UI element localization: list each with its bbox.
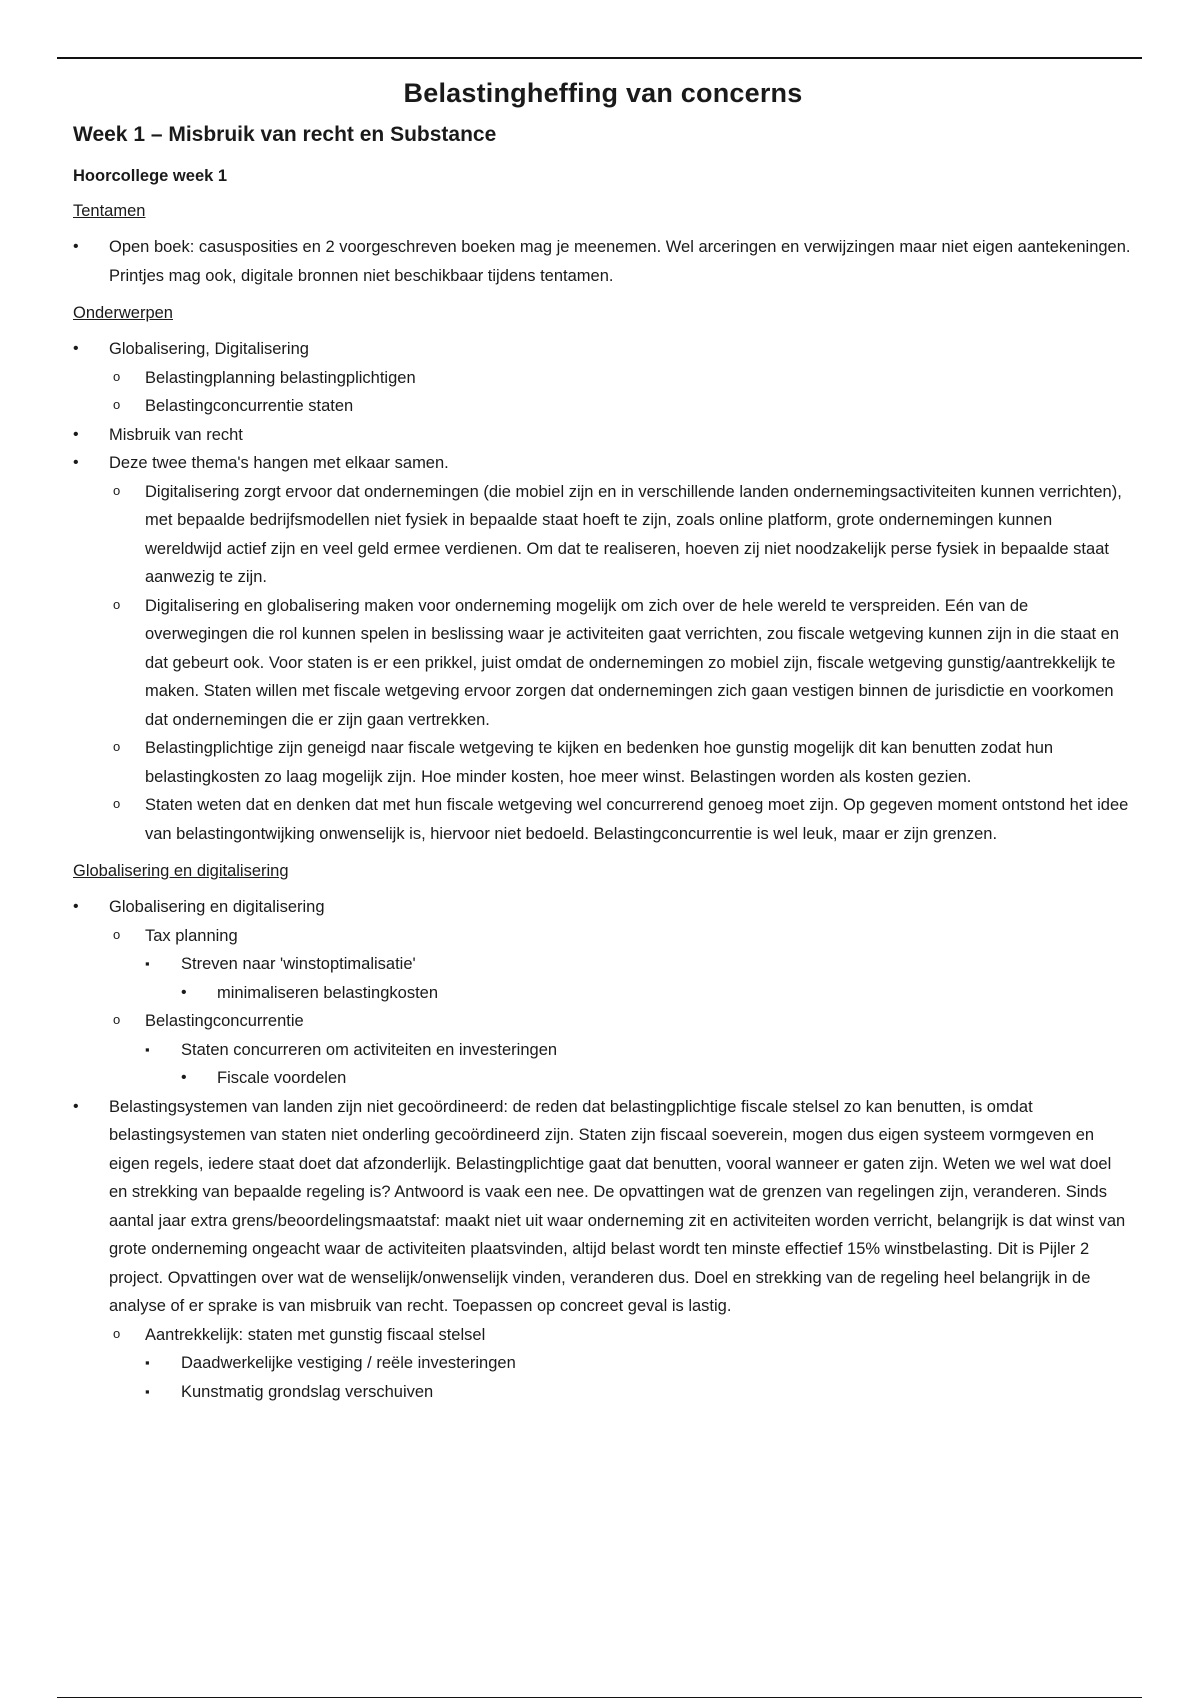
list-item: o Belastingconcurrentie <box>109 1007 1133 1036</box>
list-item: o Aantrekkelijk: staten met gunstig fiscaal stelsel <box>109 1321 1133 1350</box>
week-heading: Week 1 – Misbruik van recht en Substance <box>73 123 497 146</box>
globalisering-sublist-4 <box>109 1007 1133 1036</box>
list-item: ▪ Kunstmatig grondslag verschuiven <box>145 1378 1133 1407</box>
list-item: o Staten weten dat en denken dat met hun fiscale wetgeving wel concurrerend genoeg moet zijn. Op gegeven moment ontstond het idee van belastingontwijking onwenselijk is, hiervoor niet bedoeld. Belastingconcurrentie is wel leuk, maar er zijn grenzen. <box>109 791 1133 848</box>
list-item: • Misbruik van recht <box>73 421 1133 450</box>
onderwerpen-list <box>73 335 1133 364</box>
list-item-text: Globalisering, Digitalisering <box>109 340 309 358</box>
list-item: • minimaliseren belastingkosten <box>181 979 1133 1008</box>
list-item: • Open boek: casusposities en 2 voorgeschreven boeken mag je meenemen. Wel arceringen en verwijzingen maar niet eigen aantekeningen. Printjes mag ook, digitale bronnen niet beschikbaar tijdens tentamen. <box>73 233 1133 290</box>
list-item: o Digitalisering zorgt ervoor dat ondernemingen (die mobiel zijn en in verschillende landen ondernemingsactiviteiten kunnen verrichten), met bepaalde bedrijfsmodellen niet fysiek in bepaalde staat hoeft te zijn, zoals online platform, grote ondernemingen kunnen wereldwijd actief zijn en veel geld ermee verdienen. Om dat te realiseren, hoeven zij niet noodzakelijk perse fysiek in bepaalde staat aanwezig te zijn. <box>109 478 1133 592</box>
globalisering-sublist-6 <box>181 1064 1133 1093</box>
bottom-rule <box>57 1697 1142 1698</box>
document-title: Belastingheffing van concerns <box>403 78 803 108</box>
list-item: o Tax planning <box>109 922 1133 951</box>
globalisering-sublist-2 <box>145 950 1133 979</box>
section-heading-tentamen: Tentamen <box>73 202 146 220</box>
globalisering-sublist-5 <box>145 1036 1133 1065</box>
top-rule <box>57 57 1142 59</box>
globalisering-sublist-3 <box>181 979 1133 1008</box>
list-item <box>73 335 1133 364</box>
list-item: ▪ Daadwerkelijke vestiging / reële investeringen <box>145 1349 1133 1378</box>
list-item: o Belastingplichtige zijn geneigd naar fiscale wetgeving te kijken en bedenken hoe gunstig mogelijk dit kan benutten zodat hun belastingkosten zo laag mogelijk zijn. Hoe minder kosten, hoe meer winst. Belastingen worden als kosten gezien. <box>109 734 1133 791</box>
list-item: ▪ Streven naar 'winstoptimalisatie' <box>145 950 1133 979</box>
globalisering-list <box>73 893 1133 922</box>
document-body <box>73 72 1133 1406</box>
list-item: ▪ Staten concurreren om activiteiten en investeringen <box>145 1036 1133 1065</box>
list-item: o Belastingconcurrentie staten <box>109 392 1133 421</box>
list-item: • Deze twee thema's hangen met elkaar samen. <box>73 449 1133 478</box>
onderwerpen-list-cont <box>73 421 1133 478</box>
lecture-heading: Hoorcollege week 1 <box>73 167 228 185</box>
list-item: • Fiscale voordelen <box>181 1064 1133 1093</box>
section-heading-onderwerpen: Onderwerpen <box>73 304 173 322</box>
globalisering-sublist-8 <box>145 1349 1133 1406</box>
globalisering-sublist-7 <box>109 1321 1133 1350</box>
globalisering-list-cont <box>73 1093 1133 1321</box>
globalisering-sublist-1 <box>109 922 1133 951</box>
list-item: o Belastingplanning belastingplichtigen <box>109 364 1133 393</box>
section-heading-globalisering: Globalisering en digitalisering <box>73 862 289 880</box>
list-item: o Digitalisering en globalisering maken voor onderneming mogelijk om zich over de hele wereld te verspreiden. Eén van de overwegingen die rol kunnen spelen in beslissing waar je activiteiten gaat verrichten, zou fiscale wetgeving kunnen zijn in die staat en dat gebeurt ook. Voor staten is er een prikkel, juist omdat de ondernemingen zo mobiel zijn, fiscale wetgeving gunstig/aantrekkelijk te maken. Staten willen met fiscale wetgeving ervoor zorgen dat ondernemingen zich gaan vestigen binnen de jurisdictie en voorkomen dat ondernemingen die er zijn gaan vertrekken. <box>109 592 1133 735</box>
tentamen-list <box>73 233 1133 290</box>
list-item: • Belastingsystemen van landen zijn niet gecoördineerd: de reden dat belastingplichtige fiscale stelsel zo kan benutten, is omdat belastingsystemen van staten niet onderling gecoördineerd zijn. Staten zijn fiscaal soeverein, mogen dus eigen systeem vormgeven en eigen regels, iedere staat doet dat afzonderlijk. Belastingplichtige gaat dat benutten, vooral wanneer er gaten zijn. Weten we wel wat doel en strekking van bepaalde regeling is? Antwoord is vaak een nee. De opvattingen wat de grenzen van regelingen zijn, veranderen. Sinds aantal jaar extra grens/beoordelingsmaatstaf: maakt niet uit waar onderneming zit en activiteiten worden verricht, belangrijk is dat winst van grote onderneming ongeacht waar de activiteiten plaatsvinden, altijd belast wordt ten minste effectief 15% winstbelasting. Dit is Pijler 2 project. Opvattingen over wat de wenselijk/onwenselijk vinden, veranderen dus. Doel en strekking van de regeling heel belangrijk in de analyse of er sprake is van misbruik van recht. Toepassen op concreet geval is lastig. <box>73 1093 1133 1321</box>
onderwerpen-sublist-1 <box>109 364 1133 421</box>
list-item: • Globalisering en digitalisering <box>73 893 1133 922</box>
onderwerpen-sublist-2 <box>109 478 1133 849</box>
